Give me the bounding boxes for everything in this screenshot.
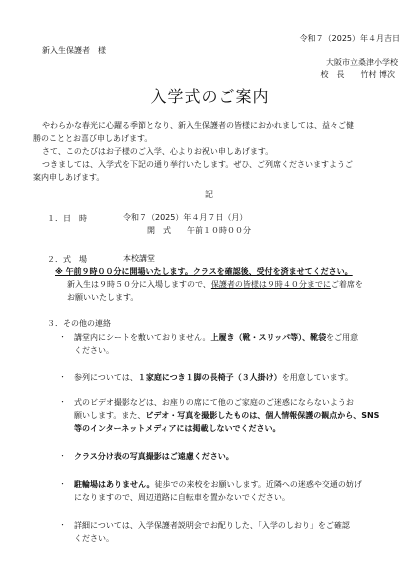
- new-student-note-b: 保護者の皆様は９時４０分までに: [210, 280, 331, 289]
- section-other-label: ３．その他の連絡: [47, 319, 111, 328]
- bullet-icon: ・: [59, 333, 66, 341]
- new-student-note-c: ご着席を: [330, 280, 363, 289]
- list-item-line: [74, 371, 394, 384]
- list-item-line: 等のインターネットメディアには掲載しないでください。: [74, 424, 281, 433]
- item-text: を用意しています。: [281, 373, 354, 382]
- list-item-line: ください。: [74, 534, 114, 543]
- list-item: [74, 396, 394, 435]
- list-item-line: ください。: [74, 346, 114, 355]
- list-item-line: [74, 478, 394, 491]
- item-text: 参列については、: [74, 373, 138, 382]
- intro-line: 案内申しあげます。: [33, 173, 105, 182]
- list-item-line: になりますので、周辺道路に自転車を置かないでください。: [74, 493, 290, 502]
- page-title: 入学式のご案内: [150, 87, 270, 106]
- item-text: をご用意: [326, 333, 359, 342]
- list-item: [74, 331, 394, 357]
- opening-notice: [55, 267, 353, 277]
- item-text: 願いします。また、: [74, 411, 146, 420]
- list-item-line: 式のビデオ撮影などは、お座りの席にて他のご家庭のご迷惑にならないようお: [74, 398, 354, 407]
- venue: 本校講堂: [123, 254, 155, 263]
- list-item-line: クラス分け表の写真撮影はご遠慮ください。: [74, 452, 234, 461]
- new-student-note-a: 新入生は９時５０分に入場しますので、: [67, 280, 211, 289]
- list-item: [74, 519, 394, 545]
- opening-time: 開 式 午前１０時００分: [147, 226, 251, 235]
- item-text-bold: １家庭につき１脚の長椅子（３人掛け）: [137, 373, 282, 382]
- intro-line: つきましては、入学式を下記の通り挙行いたします。ぜひ、ご列席くださいますようご: [42, 160, 354, 169]
- list-item-line: 詳細については、入学保護者説明会でお配りした、「入学のしおり」をご確認: [74, 521, 350, 530]
- list-item: [74, 450, 394, 463]
- list-item-line: [74, 331, 394, 344]
- opening-notice-text: ※ 午前９時００分に開場いたします。クラスを確認後、受付を済ませてください。: [55, 267, 353, 276]
- principal-name: 校 長 竹村 博次: [320, 70, 395, 79]
- bullet-icon: ・: [59, 373, 66, 381]
- item-text: 講堂内にシートを敷いておりません。: [74, 333, 211, 342]
- item-text-bold: 駐輪場はありません。: [74, 480, 155, 489]
- item-text-bold: ビデオ・写真を撮影したものは、個人情報保護の観点から、SNS: [145, 411, 380, 420]
- recipient: 新入生保護者 様: [42, 46, 106, 55]
- school-name: 大阪市立桑津小学校: [326, 58, 398, 67]
- intro-line: やわらかな春光に心躍る季節となり、新入生保護者の皆様におかれましては、益々ご健: [42, 121, 354, 130]
- bullet-icon: ・: [59, 480, 66, 488]
- section-datetime-label: １．日 時: [47, 214, 87, 223]
- section-venue-label: ２．式 場: [47, 255, 87, 264]
- bullet-icon: ・: [59, 398, 66, 406]
- ceremony-date: 令和７（2025）年４月７日（月）: [123, 213, 248, 222]
- list-item: [74, 478, 394, 504]
- intro-paragraph: [33, 119, 398, 184]
- ki-marker: 記: [205, 190, 213, 199]
- intro-line: 勝のこととお喜び申しあげます。: [33, 134, 153, 143]
- list-item-line: [74, 409, 394, 422]
- list-item: [74, 371, 394, 384]
- issue-date: 令和７（2025）年４月吉日: [299, 34, 400, 43]
- bullet-icon: ・: [59, 521, 66, 529]
- new-student-note: [67, 280, 363, 290]
- new-student-note-line2: お願いいたします。: [67, 293, 139, 302]
- item-text: 徒歩での来校をお願いします。近隣への迷惑や交通の妨げ: [154, 480, 362, 489]
- intro-line: さて、このたびはお子様のご入学、心よりお祝い申しあげます。: [42, 147, 274, 156]
- item-text-bold: 上履き（靴・スリッパ等）、靴袋: [210, 333, 327, 342]
- bullet-icon: ・: [59, 452, 66, 460]
